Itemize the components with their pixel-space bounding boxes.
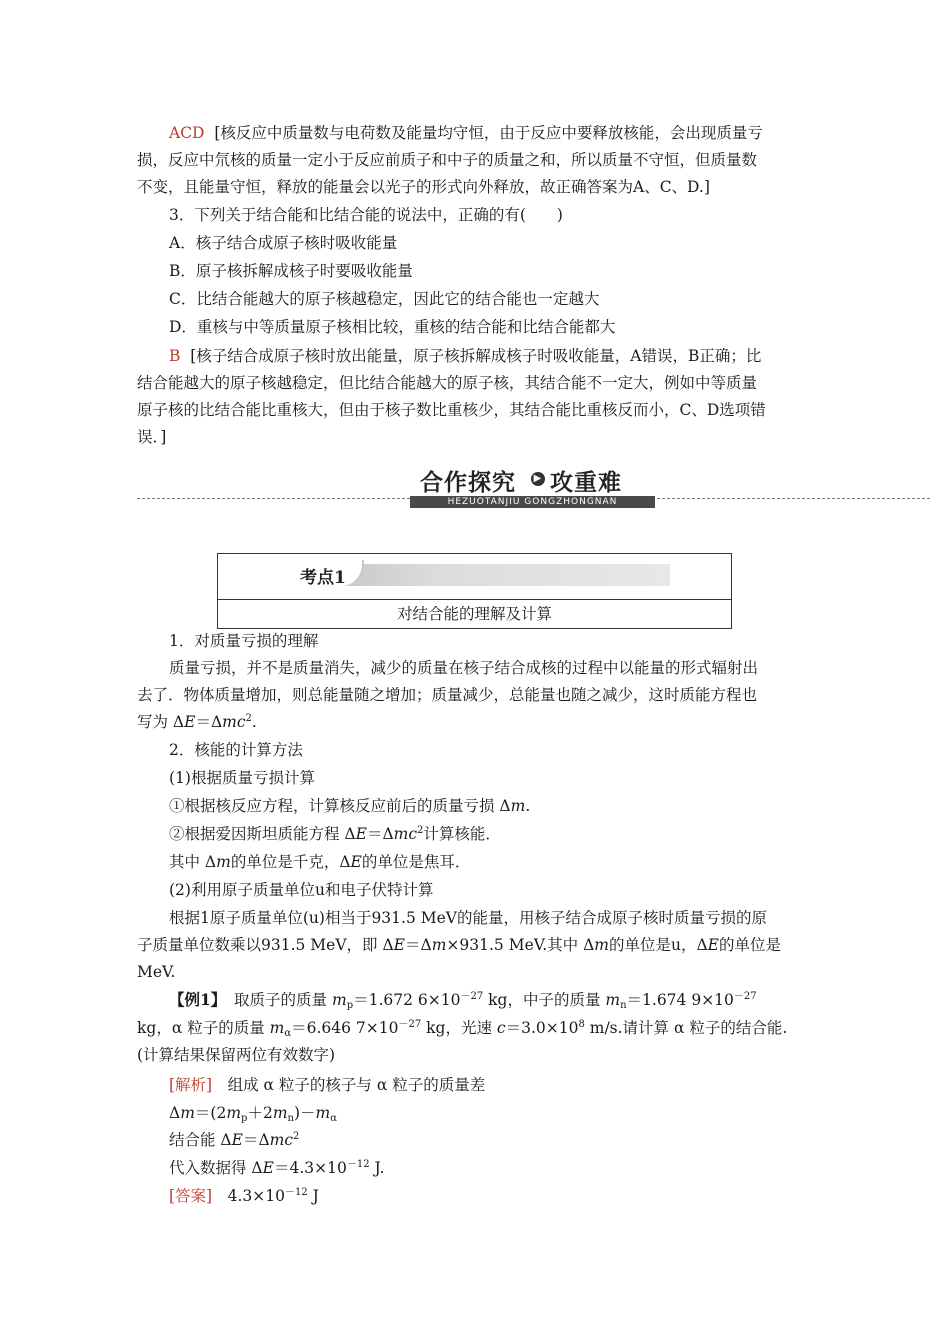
paragraph-line: 根据1原子质量单位(u)相当于931.5 MeV的能量，用核子结合成原子核时质量亏损的原 [169,909,767,927]
heading: 2．核能的计算方法 [169,741,303,759]
example-label: 【例1】 [169,990,219,1009]
section-banner [407,462,667,496]
subheading: (2)利用原子质量单位u和电子伏特计算 [169,881,434,899]
paragraph-line: 去了．物体质量增加，则总能量随之增加；质量减少，总能量也随之减少，这时质能方程也 [137,686,758,704]
solution-line: 结合能 ΔE＝Δmc$^2$ [169,1131,300,1149]
paragraph-line: 子质量单位数乘以931.5 MeV，即 ΔE＝Δm×931.5 MeV.其中 Δm的单位是u，ΔE的单位是 [137,936,782,954]
list-item: ②根据爱因斯坦质能方程 ΔE＝Δmc$^2$计算核能． [169,825,501,843]
kaodian-label: 考点1 [300,568,346,588]
solution-tag: [解析] [169,1076,213,1094]
question-stem: 3．下列关于结合能和比结合能的说法中，正确的有( ) [169,206,563,224]
answer-tag: [答案] [169,1187,213,1205]
example-line: kg，α 粒子的质量 $m_\alpha=6.646$ $7\times 10^{-27}$ kg，光速 $c=3.0\times 10^8$ m/s.请计算 α 粒子的结合能. [137,1019,788,1039]
solution-line: 代入数据得 $\Delta E=4.3\times 10^{-12}$ J. [169,1159,385,1177]
example-line: 【例1】 取质子的质量 $m_p=1.672$ $6\times 10^{-27}$ kg，中子的质量 $m_n=1.674$ $9\times 10^{-27}$ [169,990,757,1011]
option-c: C．比结合能越大的原子核越稳定，因此它的结合能也一定越大 [169,290,600,308]
banner-title-left: 合作探究 [420,470,516,496]
answer-line: [答案] $4.3\times 10^{-12}$ J [169,1187,319,1205]
answer-text: 原子核的比结合能比重核大，但由于核子数比重核少，其结合能比重核反而小，C、D选项错 [137,401,766,419]
answer-text: 不变，且能量守恒，释放的能量会以光子的形式向外释放，故正确答案为A、C、D.] [137,178,710,196]
banner-subtitle: HEZUOTANJIU GONGZHONGNAN [410,496,655,508]
answer-tag: B [169,347,181,365]
answer-text: [核子结合成原子核时放出能量，原子核拆解成核子时吸收能量，A错误，B正确；比 [190,347,762,365]
paragraph-line: 质量亏损，并不是质量消失，减少的质量在核子结合成核的过程中以能量的形式辐射出 [169,659,759,677]
heading: 1．对质量亏损的理解 [169,632,319,650]
example-line: (计算结果保留两位有效数字) [137,1046,336,1064]
list-item: ①根据核反应方程，计算核反应前后的质量亏损 Δm. [169,797,531,815]
kaodian-box [217,553,732,629]
answer-text: 结合能越大的原子核越稳定，但比结合能越大的原子核，其结合能不一定大，例如中等质量 [137,374,758,392]
option-b: B．原子核拆解成核子时要吸收能量 [169,262,413,280]
answer-text: 损，反应中氘核的质量一定小于反应前质子和中子的质量之和，所以质量不守恒，但质量数 [137,151,758,169]
banner-title-right: 攻重难 [550,470,622,496]
answer-text: [核反应中质量数与电荷数及能量均守恒，由于反应中要释放核能，会出现质量亏 [214,124,763,142]
kaodian-title: 对结合能的理解及计算 [396,605,552,623]
solution-line: [解析] 组成 α 粒子的核子与 α 粒子的质量差 [169,1076,486,1094]
option-d: D．重核与中等质量原子核相比较，重核的结合能和比结合能都大 [169,318,616,336]
paragraph-line: 写为 ΔE＝Δmc$^2$. [137,713,257,731]
option-a: A．核子结合成原子核时吸收能量 [169,234,398,252]
answer-line [169,123,763,143]
answer-line [169,346,761,366]
answer-tag: ACD [169,124,205,142]
arrow-icon: ▶ [531,472,545,486]
subheading: (1)根据质量亏损计算 [169,769,315,787]
paragraph-line: MeV. [137,963,176,981]
solution-line: $\Delta m=(2m_p+2m_n)-m_\alpha$ [169,1104,337,1124]
paragraph-line: 其中 Δm的单位是千克，ΔE的单位是焦耳． [169,853,471,871]
answer-text: 误．] [137,428,167,446]
